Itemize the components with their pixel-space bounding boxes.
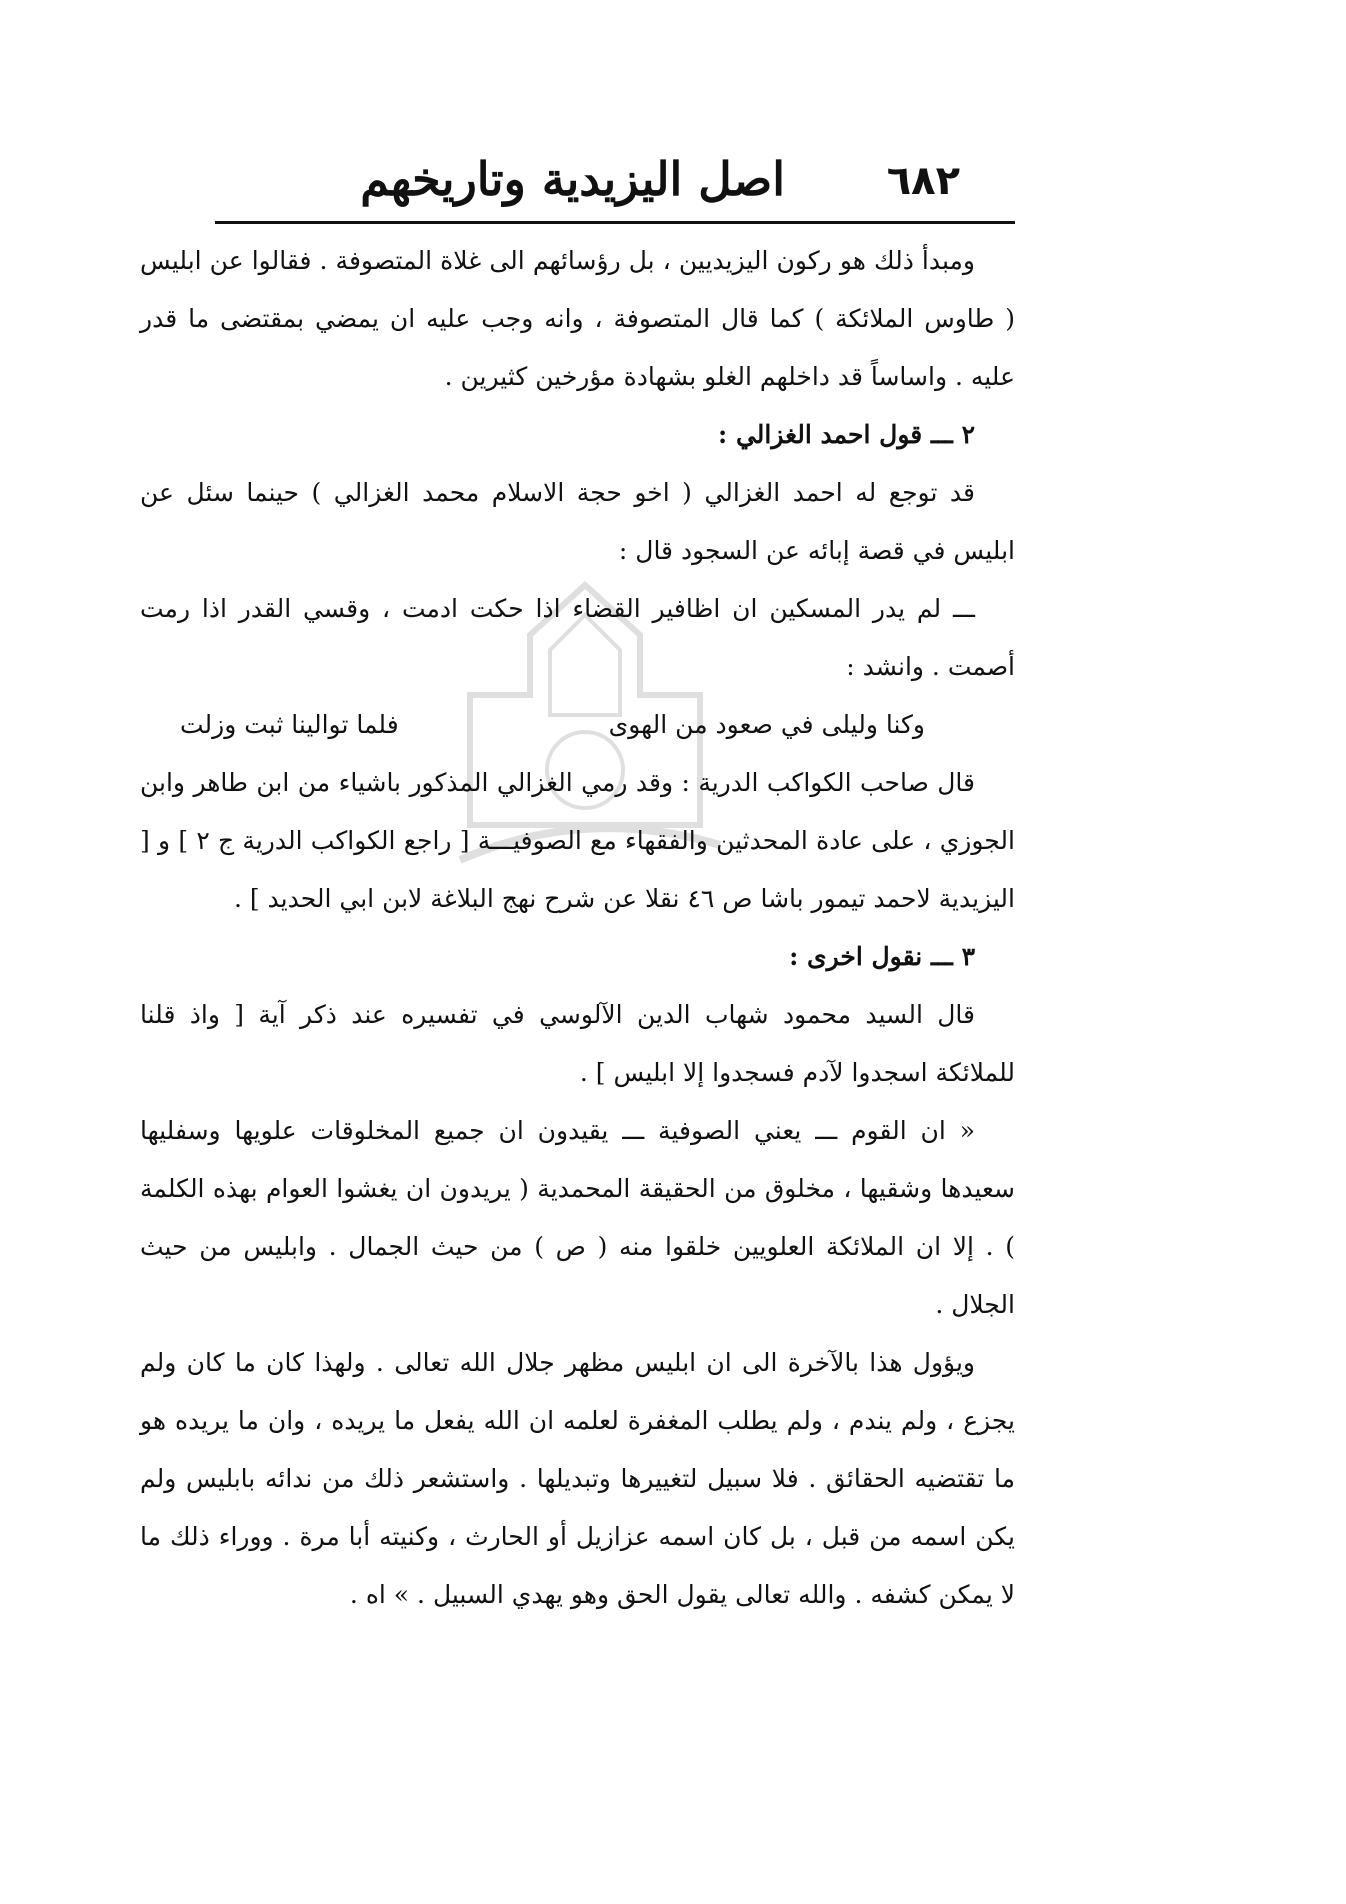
section-heading: ٢ ـــ قول احمد الغزالي : [718,420,975,449]
verse-hemistich-second: فلما توالينا ثبت وزلت [180,710,399,739]
quotation-paragraph: ويؤول هذا بالآخرة الى ان ابليس مظهر جلال الله تعالى . ولهذا كان ما كان ولم يجزع ، ولم يندم ، ولم يطلب المغفرة لعلمه ان الله يفعل ما يريده ، وان ما يريده هو ما تقتضيه الحقائق . فلا سبيل لتغييرها وتبديلها . واستشعر ذلك من ندائه بابليس ولم يكن اسمه من قبل ، بل كان اسمه عزازيل أو الحارث ، وكنيته أبا مرة . ووراء ذلك ما لا يمكن كشفه . والله تعالى يقول الحق وهو يهدي السبيل . » اه . [140,1348,1016,1609]
paragraph: ـــ لم يدر المسكين ان اظافير القضاء اذا حكت ادمت ، وقسي القدر اذا رمت أصمت . وانشد : [140,594,1015,681]
poetry-verse [140,696,1015,754]
section-heading: ٣ ـــ نقول اخرى : [789,942,975,971]
page-number: ٦٨٢ [886,158,960,204]
quotation-paragraph: « ان القوم ـــ يعني الصوفية ـــ يقيدون ان جميع المخلوقات علويها وسفليها سعيدها وشقيها ، مخلوق من الحقيقة المحمدية ( يريدون ان يغشوا العوام بهذه الكلمة ) . إلا ان الملائكة العلويين خلقوا منه ( ص ) من حيث الجمال . وابليس من حيث الجلال . [140,1116,1015,1319]
paragraph: قال صاحب الكواكب الدرية : وقد رمي الغزالي المذكور باشياء من ابن طاهر وابن الجوزي ، على عادة المحدثين والفقهاء مع الصوفيـــة [ راجع الكواكب الدرية ج ٢ ] و [ اليزيدية لاحمد تيمور باشا ص ٤٦ نقلا عن شرح نهج البلاغة لابن ابي الحديد ] . [140,768,1015,913]
paragraph: قد توجع له احمد الغزالي ( اخو حجة الاسلام محمد الغزالي ) حينما سئل عن ابليس في قصة إبائه عن السجود قال : [140,478,1015,565]
paragraph: قال السيد محمود شهاب الدين الآلوسي في تفسيره عند ذكر آية [ واذ قلنا للملائكة اسجدوا لآدم فسجدوا إلا ابليس ] . [140,1000,1015,1087]
body-text [140,232,1015,1624]
header-rule [215,221,1015,224]
verse-hemistich-first: وكنا وليلى في صعود من الهوى [608,710,925,739]
paragraph: ومبدأ ذلك هو ركون اليزيديين ، بل رؤسائهم الى غلاة المتصوفة . فقالوا عن ابليس ( طاوس الملائكة ) كما قال المتصوفة ، وانه وجب عليه ان يمضي بمقتضى ما قدر عليه . واساساً قد داخلهم الغلو بشهادة مؤرخين كثيرين . [140,246,1015,391]
page-header [215,150,1015,220]
running-title: اصل اليزيدية وتاريخهم [360,152,785,206]
